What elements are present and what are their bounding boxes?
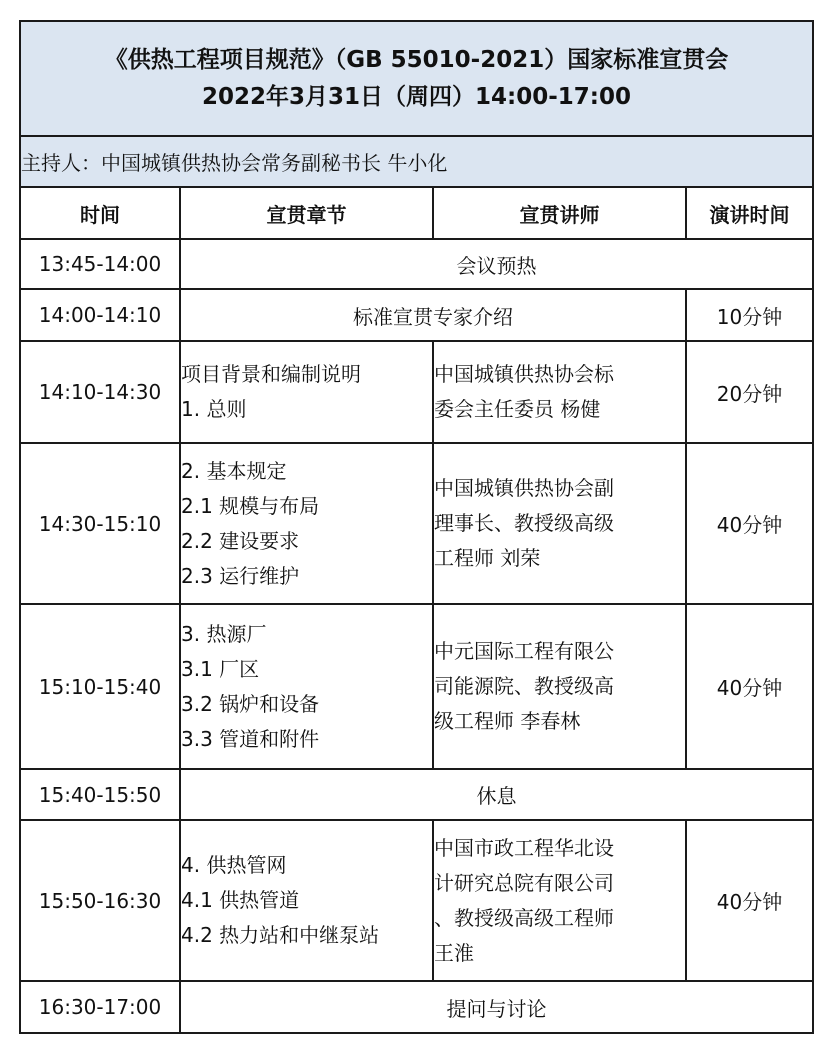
time-cell: 16:30-17:00 (20, 981, 180, 1033)
chapter-line: 1. 总则 (181, 397, 247, 421)
host-info: 主持人：中国城镇供热协会常务副秘书长 牛小化 (20, 136, 813, 187)
speaker-line: 中国市政工程华北设 (434, 835, 614, 860)
time-cell: 15:50-16:30 (20, 820, 180, 981)
speaker-cell (433, 604, 686, 769)
speaker-cell (433, 443, 686, 604)
speaker-line: 委会主任委员 杨健 (434, 397, 601, 421)
speaker-line: 中国城镇供热协会副 (434, 476, 614, 500)
column-header-chapter: 宣贯章节 (180, 187, 433, 239)
chapter-line: 3. 热源厂 (181, 621, 267, 646)
speaker-line: 理事长、教授级高级 (434, 511, 614, 535)
chapter-line: 4. 供热管网 (181, 853, 287, 877)
chapter-line: 2.3 运行维护 (181, 563, 300, 588)
duration-cell: 40分钟 (686, 604, 813, 769)
schedule-table (19, 20, 814, 1034)
chapter-line: 3.1 厂区 (181, 656, 260, 681)
time-cell: 14:10-14:30 (20, 341, 180, 443)
chapter-line: 4.1 供热管道 (181, 888, 300, 912)
speaker-cell (433, 820, 686, 981)
title-line-2: 2022年3月31日（周四）14:00-17:00 (202, 83, 631, 110)
time-cell: 15:10-15:40 (20, 604, 180, 769)
chapter-line: 3.2 锅炉和设备 (181, 691, 320, 716)
table-row (20, 604, 813, 769)
speaker-line: 工程师 刘荣 (434, 546, 541, 570)
chapter-line: 项目背景和编制说明 (181, 362, 361, 386)
chapter-line: 2.2 建设要求 (181, 528, 300, 553)
session-cell: 标准宣贯专家介绍 (180, 289, 686, 341)
chapter-cell (180, 341, 433, 443)
session-cell: 休息 (180, 769, 813, 820)
table-row (20, 239, 813, 289)
speaker-line: 计研究总院有限公司 (434, 870, 614, 895)
chapter-line: 2. 基本规定 (181, 458, 287, 483)
session-cell: 提问与讨论 (180, 981, 813, 1033)
duration-cell: 20分钟 (686, 341, 813, 443)
table-row (20, 769, 813, 820)
table-row (20, 341, 813, 443)
speaker-line: 、教授级高级工程师 (434, 905, 614, 930)
session-cell: 会议预热 (180, 239, 813, 289)
speaker-line: 级工程师 李春林 (434, 709, 581, 733)
chapter-cell (180, 604, 433, 769)
chapter-line: 2.1 规模与布局 (181, 493, 320, 518)
title-line-1: 《供热工程项目规范》（GB 55010-2021）国家标准宣贯会 (104, 46, 729, 73)
chapter-line: 3.3 管道和附件 (181, 726, 320, 751)
column-header-duration: 演讲时间 (686, 187, 813, 239)
column-header-speaker: 宣贯讲师 (433, 187, 686, 239)
table-row (20, 820, 813, 981)
table-row (20, 981, 813, 1033)
speaker-line: 王淮 (434, 940, 474, 965)
table-row (20, 289, 813, 341)
speaker-line: 中元国际工程有限公 (434, 639, 614, 663)
time-cell: 15:40-15:50 (20, 769, 180, 820)
chapter-line: 4.2 热力站和中继泵站 (181, 923, 380, 947)
time-cell: 14:30-15:10 (20, 443, 180, 604)
time-cell: 13:45-14:00 (20, 239, 180, 289)
chapter-cell (180, 820, 433, 981)
table-row (20, 443, 813, 604)
duration-cell: 40分钟 (686, 820, 813, 981)
speaker-line: 司能源院、教授级高 (434, 674, 614, 698)
event-title (20, 21, 813, 136)
speaker-line: 中国城镇供热协会标 (434, 362, 614, 386)
duration-cell: 40分钟 (686, 443, 813, 604)
time-cell: 14:00-14:10 (20, 289, 180, 341)
column-header-time: 时间 (20, 187, 180, 239)
chapter-cell (180, 443, 433, 604)
speaker-cell (433, 341, 686, 443)
duration-cell: 10分钟 (686, 289, 813, 341)
